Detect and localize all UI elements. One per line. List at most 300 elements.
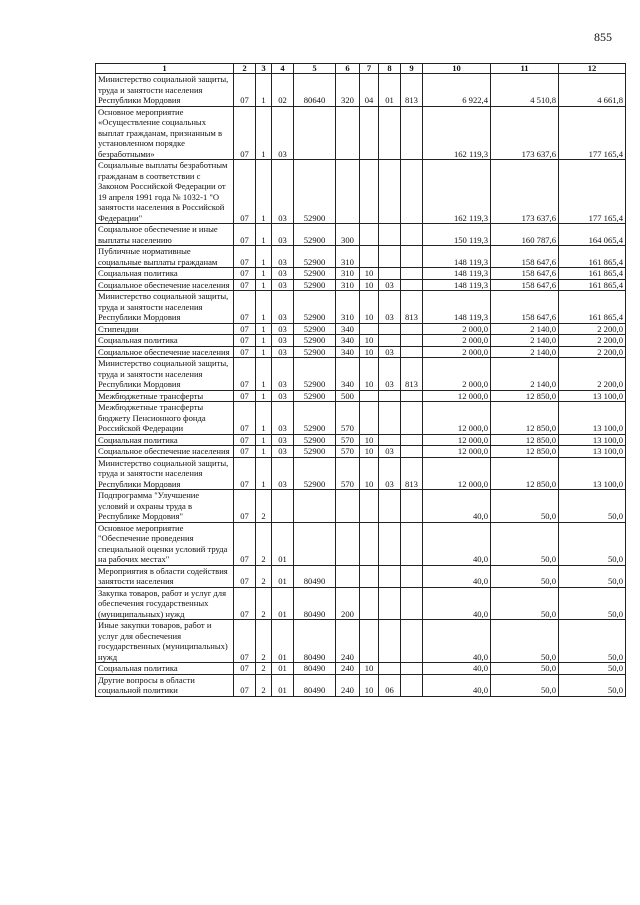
code-activity: 03 <box>272 106 294 160</box>
value-year-3: 177 165,4 <box>559 106 626 160</box>
table-row <box>96 224 626 246</box>
column-header-7: 7 <box>360 64 379 74</box>
row-name: Социальная политика <box>96 663 234 675</box>
code-section: 10 <box>360 663 379 675</box>
code-section <box>360 620 379 663</box>
value-year-2: 12 850,0 <box>491 457 559 490</box>
value-year-2: 158 647,6 <box>491 246 559 268</box>
code-expense-type: 240 <box>336 620 360 663</box>
code-gov <box>401 106 423 160</box>
code-activity: 01 <box>272 522 294 565</box>
code-direction: 52900 <box>294 402 336 435</box>
code-direction: 52900 <box>294 434 336 446</box>
code-subsection <box>379 587 401 620</box>
code-activity: 02 <box>272 74 294 107</box>
row-name: Социальная политика <box>96 268 234 280</box>
value-year-1: 40,0 <box>423 663 491 675</box>
budget-table <box>95 63 626 697</box>
code-section: 10 <box>360 446 379 458</box>
code-subsection <box>379 390 401 402</box>
value-year-2: 50,0 <box>491 522 559 565</box>
code-expense-type: 570 <box>336 402 360 435</box>
code-gov <box>401 565 423 587</box>
code-section <box>360 490 379 523</box>
code-ministry: 07 <box>234 457 256 490</box>
value-year-1: 2 000,0 <box>423 335 491 347</box>
code-ministry: 07 <box>234 620 256 663</box>
code-gov <box>401 346 423 358</box>
code-ministry: 07 <box>234 346 256 358</box>
column-header-10: 10 <box>423 64 491 74</box>
table-row <box>96 279 626 291</box>
row-name: Министерство социальной защиты, труда и занятости населения Республики Мордовия <box>96 74 234 107</box>
code-section: 10 <box>360 291 379 324</box>
value-year-3: 50,0 <box>559 663 626 675</box>
value-year-2: 158 647,6 <box>491 268 559 280</box>
row-name: Социальные выплаты безработным гражданам в соответствии с Законом Российской Федерации от 19 апреля 1991 года № 1032-1 "О занятости населения в Российской Федерации" <box>96 160 234 224</box>
value-year-2: 173 637,6 <box>491 106 559 160</box>
value-year-3: 50,0 <box>559 620 626 663</box>
code-activity: 03 <box>272 457 294 490</box>
code-gov <box>401 323 423 335</box>
code-activity: 03 <box>272 446 294 458</box>
code-section <box>360 565 379 587</box>
code-direction: 52900 <box>294 358 336 391</box>
code-subprogram: 2 <box>256 587 272 620</box>
code-ministry: 07 <box>234 663 256 675</box>
code-subprogram: 1 <box>256 402 272 435</box>
row-name: Социальное обеспечение и иные выплаты населению <box>96 224 234 246</box>
code-gov <box>401 335 423 347</box>
column-header-8: 8 <box>379 64 401 74</box>
value-year-1: 12 000,0 <box>423 402 491 435</box>
code-section <box>360 522 379 565</box>
code-direction: 52900 <box>294 246 336 268</box>
value-year-2: 12 850,0 <box>491 434 559 446</box>
code-gov <box>401 620 423 663</box>
code-section <box>360 323 379 335</box>
code-subsection: 03 <box>379 358 401 391</box>
value-year-3: 13 100,0 <box>559 434 626 446</box>
code-subprogram: 1 <box>256 358 272 391</box>
code-subprogram: 2 <box>256 522 272 565</box>
code-subsection <box>379 224 401 246</box>
column-header-3: 3 <box>256 64 272 74</box>
code-direction: 52900 <box>294 160 336 224</box>
value-year-1: 162 119,3 <box>423 160 491 224</box>
column-header-4: 4 <box>272 64 294 74</box>
code-expense-type: 570 <box>336 434 360 446</box>
column-header-6: 6 <box>336 64 360 74</box>
code-activity: 01 <box>272 587 294 620</box>
row-name: Основное мероприятие «Осуществление социальных выплат гражданам, признанным в установленном порядке безработными» <box>96 106 234 160</box>
code-subprogram: 1 <box>256 457 272 490</box>
value-year-1: 148 119,3 <box>423 268 491 280</box>
code-section: 10 <box>360 434 379 446</box>
code-section <box>360 160 379 224</box>
code-activity: 01 <box>272 565 294 587</box>
code-section: 10 <box>360 674 379 696</box>
value-year-2: 50,0 <box>491 587 559 620</box>
table-row <box>96 268 626 280</box>
code-subprogram: 2 <box>256 620 272 663</box>
column-header-12: 12 <box>559 64 626 74</box>
row-name: Министерство социальной защиты, труда и занятости населения Республики Мордовия <box>96 457 234 490</box>
value-year-2: 50,0 <box>491 565 559 587</box>
code-direction: 80490 <box>294 620 336 663</box>
code-subsection <box>379 323 401 335</box>
code-gov <box>401 224 423 246</box>
table-row <box>96 160 626 224</box>
code-subsection <box>379 268 401 280</box>
code-activity: 03 <box>272 335 294 347</box>
value-year-3: 50,0 <box>559 490 626 523</box>
code-activity: 03 <box>272 434 294 446</box>
code-direction: 80490 <box>294 587 336 620</box>
value-year-3: 50,0 <box>559 565 626 587</box>
code-expense-type: 320 <box>336 74 360 107</box>
value-year-2: 50,0 <box>491 663 559 675</box>
code-ministry: 07 <box>234 160 256 224</box>
value-year-1: 148 119,3 <box>423 246 491 268</box>
code-activity: 03 <box>272 358 294 391</box>
code-ministry: 07 <box>234 522 256 565</box>
code-direction: 52900 <box>294 224 336 246</box>
code-gov <box>401 268 423 280</box>
code-direction <box>294 106 336 160</box>
value-year-1: 6 922,4 <box>423 74 491 107</box>
code-direction: 52900 <box>294 323 336 335</box>
code-section: 10 <box>360 268 379 280</box>
code-expense-type: 340 <box>336 346 360 358</box>
table-row <box>96 323 626 335</box>
code-direction: 52900 <box>294 291 336 324</box>
code-gov: 813 <box>401 457 423 490</box>
row-name: Межбюджетные трансферты бюджету Пенсионного фонда Российской Федерации <box>96 402 234 435</box>
code-gov: 813 <box>401 74 423 107</box>
row-name: Основное мероприятие "Обеспечение проведения специальной оценки условий труда на рабочих местах" <box>96 522 234 565</box>
value-year-3: 177 165,4 <box>559 160 626 224</box>
code-expense-type: 340 <box>336 335 360 347</box>
code-subprogram: 1 <box>256 291 272 324</box>
code-activity: 03 <box>272 346 294 358</box>
code-activity: 03 <box>272 160 294 224</box>
value-year-2: 50,0 <box>491 674 559 696</box>
code-ministry: 07 <box>234 446 256 458</box>
code-subprogram: 1 <box>256 279 272 291</box>
code-gov: 813 <box>401 291 423 324</box>
code-direction: 52900 <box>294 346 336 358</box>
code-expense-type: 240 <box>336 674 360 696</box>
row-name: Межбюджетные трансферты <box>96 390 234 402</box>
table-row <box>96 434 626 446</box>
value-year-2: 160 787,6 <box>491 224 559 246</box>
row-name: Стипендии <box>96 323 234 335</box>
code-subprogram: 1 <box>256 346 272 358</box>
value-year-1: 40,0 <box>423 674 491 696</box>
code-subsection: 01 <box>379 74 401 107</box>
code-subsection <box>379 663 401 675</box>
row-name: Другие вопросы в области социальной политики <box>96 674 234 696</box>
code-expense-type: 300 <box>336 224 360 246</box>
value-year-2: 12 850,0 <box>491 446 559 458</box>
code-subsection: 03 <box>379 279 401 291</box>
code-ministry: 07 <box>234 224 256 246</box>
code-gov <box>401 246 423 268</box>
row-name: Закупка товаров, работ и услуг для обеспечения государственных (муниципальных) нужд <box>96 587 234 620</box>
value-year-3: 2 200,0 <box>559 323 626 335</box>
value-year-1: 40,0 <box>423 620 491 663</box>
value-year-3: 161 865,4 <box>559 268 626 280</box>
row-name: Министерство социальной защиты, труда и занятости населения Республики Мордовия <box>96 358 234 391</box>
code-expense-type: 310 <box>336 268 360 280</box>
code-ministry: 07 <box>234 74 256 107</box>
table-row <box>96 663 626 675</box>
row-name: Подпрограмма "Улучшение условий и охраны труда в Республике Мордовия" <box>96 490 234 523</box>
value-year-1: 12 000,0 <box>423 457 491 490</box>
table-row <box>96 446 626 458</box>
code-ministry: 07 <box>234 279 256 291</box>
code-section <box>360 106 379 160</box>
code-subsection: 03 <box>379 457 401 490</box>
code-expense-type <box>336 490 360 523</box>
code-subprogram: 1 <box>256 434 272 446</box>
code-activity: 03 <box>272 279 294 291</box>
code-section <box>360 587 379 620</box>
value-year-1: 150 119,3 <box>423 224 491 246</box>
code-ministry: 07 <box>234 246 256 268</box>
code-subprogram: 1 <box>256 246 272 268</box>
code-direction: 80640 <box>294 74 336 107</box>
row-name: Министерство социальной защиты, труда и занятости населения Республики Мордовия <box>96 291 234 324</box>
code-direction: 52900 <box>294 335 336 347</box>
column-header-11: 11 <box>491 64 559 74</box>
code-ministry: 07 <box>234 291 256 324</box>
code-ministry: 07 <box>234 490 256 523</box>
code-subprogram: 1 <box>256 335 272 347</box>
code-subsection <box>379 335 401 347</box>
code-activity: 03 <box>272 291 294 324</box>
value-year-3: 161 865,4 <box>559 279 626 291</box>
code-ministry: 07 <box>234 674 256 696</box>
code-expense-type: 240 <box>336 663 360 675</box>
code-ministry: 07 <box>234 402 256 435</box>
table-row <box>96 390 626 402</box>
code-subprogram: 1 <box>256 323 272 335</box>
value-year-3: 13 100,0 <box>559 446 626 458</box>
value-year-3: 13 100,0 <box>559 457 626 490</box>
code-section <box>360 402 379 435</box>
code-subprogram: 2 <box>256 663 272 675</box>
code-section <box>360 246 379 268</box>
code-section: 10 <box>360 279 379 291</box>
value-year-2: 173 637,6 <box>491 160 559 224</box>
code-expense-type: 310 <box>336 246 360 268</box>
code-subsection <box>379 434 401 446</box>
code-section: 10 <box>360 358 379 391</box>
code-subsection: 03 <box>379 446 401 458</box>
code-expense-type: 570 <box>336 457 360 490</box>
table-row <box>96 358 626 391</box>
code-subprogram: 1 <box>256 390 272 402</box>
value-year-1: 148 119,3 <box>423 279 491 291</box>
value-year-1: 40,0 <box>423 522 491 565</box>
code-activity: 01 <box>272 674 294 696</box>
table-row <box>96 74 626 107</box>
code-expense-type <box>336 565 360 587</box>
code-gov <box>401 674 423 696</box>
table-row <box>96 346 626 358</box>
value-year-3: 2 200,0 <box>559 358 626 391</box>
page-number: 855 <box>594 30 612 44</box>
code-expense-type: 310 <box>336 291 360 324</box>
code-direction: 52900 <box>294 268 336 280</box>
value-year-2: 50,0 <box>491 490 559 523</box>
code-gov <box>401 522 423 565</box>
value-year-2: 12 850,0 <box>491 390 559 402</box>
value-year-1: 40,0 <box>423 565 491 587</box>
code-expense-type: 310 <box>336 279 360 291</box>
code-activity: 03 <box>272 402 294 435</box>
value-year-1: 2 000,0 <box>423 323 491 335</box>
code-gov <box>401 434 423 446</box>
value-year-3: 13 100,0 <box>559 402 626 435</box>
code-subprogram: 1 <box>256 446 272 458</box>
value-year-1: 12 000,0 <box>423 390 491 402</box>
code-direction <box>294 522 336 565</box>
code-direction <box>294 490 336 523</box>
code-subsection: 06 <box>379 674 401 696</box>
value-year-3: 2 200,0 <box>559 335 626 347</box>
code-ministry: 07 <box>234 106 256 160</box>
code-activity: 03 <box>272 268 294 280</box>
code-expense-type: 340 <box>336 358 360 391</box>
code-subprogram: 1 <box>256 106 272 160</box>
table-row <box>96 587 626 620</box>
code-subsection: 03 <box>379 346 401 358</box>
code-subsection <box>379 522 401 565</box>
code-ministry: 07 <box>234 434 256 446</box>
table-row <box>96 335 626 347</box>
table-row <box>96 522 626 565</box>
code-activity: 01 <box>272 663 294 675</box>
value-year-1: 12 000,0 <box>423 434 491 446</box>
code-direction: 52900 <box>294 446 336 458</box>
code-gov: 813 <box>401 358 423 391</box>
code-expense-type: 570 <box>336 446 360 458</box>
code-expense-type: 340 <box>336 323 360 335</box>
row-name: Иные закупки товаров, работ и услуг для обеспечения государственных (муниципальных) нужд <box>96 620 234 663</box>
code-activity: 03 <box>272 323 294 335</box>
code-gov <box>401 587 423 620</box>
value-year-3: 50,0 <box>559 587 626 620</box>
column-header-9: 9 <box>401 64 423 74</box>
value-year-1: 2 000,0 <box>423 346 491 358</box>
code-subsection <box>379 565 401 587</box>
code-ministry: 07 <box>234 268 256 280</box>
row-name: Социальное обеспечение населения <box>96 279 234 291</box>
code-subprogram: 1 <box>256 160 272 224</box>
row-name: Социальное обеспечение населения <box>96 346 234 358</box>
code-activity: 03 <box>272 224 294 246</box>
code-expense-type <box>336 106 360 160</box>
code-direction: 52900 <box>294 390 336 402</box>
code-ministry: 07 <box>234 587 256 620</box>
code-subsection <box>379 160 401 224</box>
table-row <box>96 291 626 324</box>
value-year-3: 164 065,4 <box>559 224 626 246</box>
table-row <box>96 402 626 435</box>
code-subsection <box>379 402 401 435</box>
code-subprogram: 1 <box>256 74 272 107</box>
column-header-1: 1 <box>96 64 234 74</box>
code-direction: 80490 <box>294 674 336 696</box>
table-row <box>96 674 626 696</box>
code-ministry: 07 <box>234 565 256 587</box>
column-header-5: 5 <box>294 64 336 74</box>
code-gov <box>401 279 423 291</box>
value-year-2: 50,0 <box>491 620 559 663</box>
code-section: 04 <box>360 74 379 107</box>
table-body <box>96 74 626 697</box>
value-year-3: 161 865,4 <box>559 246 626 268</box>
table-header-row <box>96 64 626 74</box>
value-year-2: 2 140,0 <box>491 335 559 347</box>
value-year-2: 2 140,0 <box>491 323 559 335</box>
row-name: Социальное обеспечение населения <box>96 446 234 458</box>
table-row <box>96 106 626 160</box>
value-year-1: 12 000,0 <box>423 446 491 458</box>
code-gov <box>401 446 423 458</box>
code-subsection <box>379 246 401 268</box>
code-gov <box>401 490 423 523</box>
code-subprogram: 1 <box>256 224 272 246</box>
code-subprogram: 2 <box>256 490 272 523</box>
value-year-3: 50,0 <box>559 522 626 565</box>
table-row <box>96 620 626 663</box>
table-row <box>96 457 626 490</box>
value-year-3: 13 100,0 <box>559 390 626 402</box>
code-section: 10 <box>360 346 379 358</box>
code-ministry: 07 <box>234 390 256 402</box>
value-year-2: 158 647,6 <box>491 291 559 324</box>
value-year-3: 2 200,0 <box>559 346 626 358</box>
code-direction: 80490 <box>294 565 336 587</box>
value-year-2: 2 140,0 <box>491 358 559 391</box>
value-year-3: 161 865,4 <box>559 291 626 324</box>
code-subsection <box>379 106 401 160</box>
table-row <box>96 246 626 268</box>
code-direction: 52900 <box>294 279 336 291</box>
code-gov <box>401 663 423 675</box>
row-name: Социальная политика <box>96 335 234 347</box>
column-header-2: 2 <box>234 64 256 74</box>
code-subsection <box>379 620 401 663</box>
code-ministry: 07 <box>234 323 256 335</box>
value-year-2: 4 510,8 <box>491 74 559 107</box>
value-year-1: 40,0 <box>423 490 491 523</box>
code-expense-type <box>336 160 360 224</box>
value-year-2: 12 850,0 <box>491 402 559 435</box>
code-expense-type: 500 <box>336 390 360 402</box>
code-subprogram: 2 <box>256 674 272 696</box>
code-subprogram: 1 <box>256 268 272 280</box>
value-year-1: 40,0 <box>423 587 491 620</box>
table-row <box>96 565 626 587</box>
code-section <box>360 390 379 402</box>
code-activity: 03 <box>272 246 294 268</box>
row-name: Социальная политика <box>96 434 234 446</box>
